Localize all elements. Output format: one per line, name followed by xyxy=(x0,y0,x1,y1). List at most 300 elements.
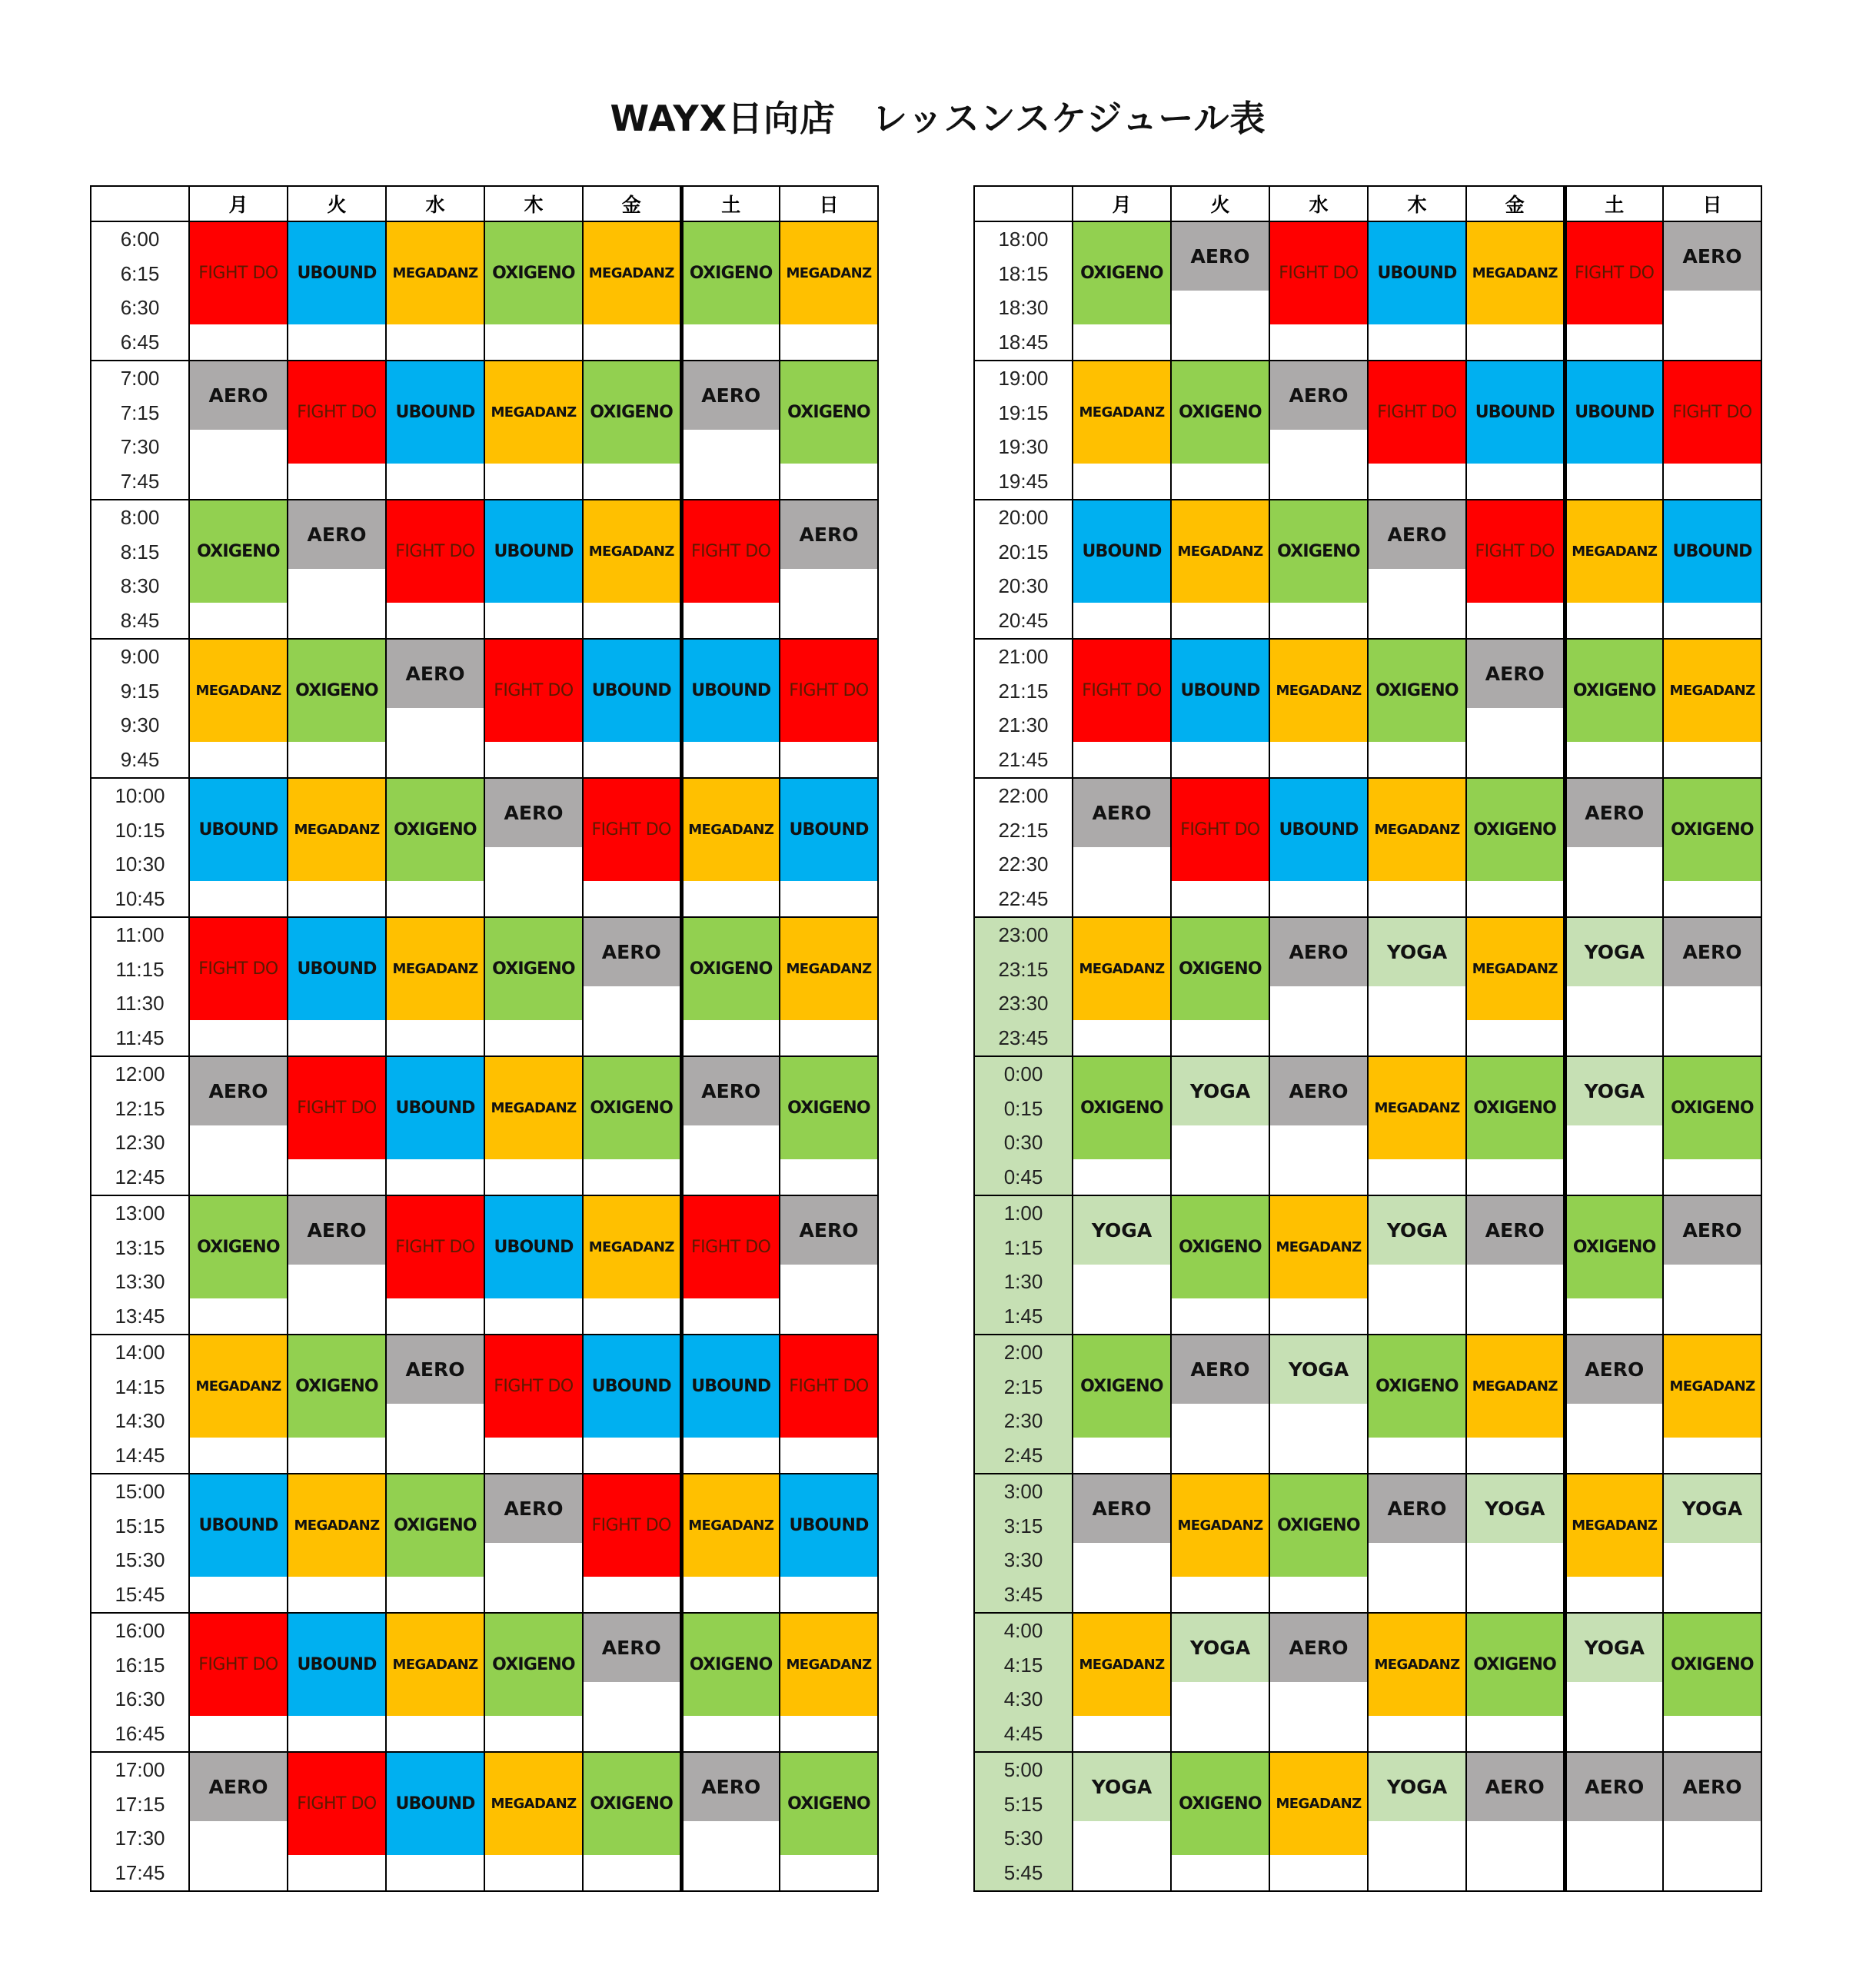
lesson-cell-sat xyxy=(681,639,780,778)
time-list xyxy=(91,1196,188,1334)
lesson-cell-thu xyxy=(484,500,583,639)
lesson-label: FIGHT DO xyxy=(780,1335,877,1438)
lesson-label: YOGA xyxy=(1369,1196,1465,1265)
time-block-row xyxy=(974,361,1761,500)
lesson-cell-wed xyxy=(386,1752,484,1891)
lesson-label: MEGADANZ xyxy=(1369,779,1465,881)
lesson-label: AERO xyxy=(288,1196,385,1265)
lesson-label: FIGHT DO xyxy=(288,361,385,464)
lesson-cell-sun xyxy=(780,1195,878,1335)
lesson-cell-sun xyxy=(780,1474,878,1613)
lesson-cell-sat xyxy=(681,1056,780,1195)
lesson-cell-fri xyxy=(583,1056,681,1195)
lesson-label: UBOUND xyxy=(485,500,582,603)
lesson-label: MEGADANZ xyxy=(584,222,680,324)
lesson-label: MEGADANZ xyxy=(1467,222,1563,324)
time-block-row xyxy=(974,1474,1761,1613)
lesson-cell-mon xyxy=(189,1474,288,1613)
lesson-label: FIGHT DO xyxy=(1567,222,1663,324)
lesson-cell-tue xyxy=(288,1056,386,1195)
time-label: 0:00 xyxy=(1003,1062,1043,1085)
lesson-label: FIGHT DO xyxy=(684,1196,780,1298)
time-label: 17:45 xyxy=(115,1861,165,1885)
lesson-label: YOGA xyxy=(1467,1474,1563,1543)
lesson-label: OXIGENO xyxy=(1567,640,1663,742)
lesson-cell-mon xyxy=(189,1056,288,1195)
lesson-label: MEGADANZ xyxy=(1467,918,1563,1020)
lesson-label: AERO xyxy=(485,1474,582,1543)
lesson-label: AERO xyxy=(684,361,780,430)
time-label: 4:15 xyxy=(1003,1653,1043,1677)
lesson-cell-mon xyxy=(189,1195,288,1335)
time-label: 2:15 xyxy=(1003,1375,1043,1398)
lesson-cell-sat xyxy=(1565,1335,1663,1474)
lesson-cell-fri xyxy=(1466,1195,1565,1335)
lesson-label: UBOUND xyxy=(584,640,680,742)
lesson-cell-sun xyxy=(780,778,878,917)
lesson-label: FIGHT DO xyxy=(1664,361,1761,464)
lesson-cell-mon xyxy=(1073,778,1171,917)
lesson-label: UBOUND xyxy=(288,222,385,324)
lesson-cell-fri xyxy=(583,1474,681,1613)
time-label: 5:00 xyxy=(1003,1757,1043,1781)
lesson-cell-wed xyxy=(1269,639,1368,778)
time-block-row xyxy=(974,639,1761,778)
time-label: 19:15 xyxy=(998,401,1049,424)
day-header-sun: 日 xyxy=(780,186,878,221)
lesson-label: MEGADANZ xyxy=(1664,640,1761,742)
lesson-label: AERO xyxy=(190,361,287,430)
time-block-row xyxy=(91,1752,878,1891)
lesson-label: UBOUND xyxy=(190,779,287,881)
lesson-cell-tue xyxy=(288,778,386,917)
lesson-cell-thu xyxy=(484,1474,583,1613)
lesson-label: AERO xyxy=(1567,1335,1663,1404)
time-label: 1:45 xyxy=(1003,1305,1043,1328)
lesson-label: OXIGENO xyxy=(288,1335,385,1438)
lesson-cell-fri xyxy=(583,1613,681,1752)
time-list xyxy=(975,1753,1072,1890)
lesson-label: MEGADANZ xyxy=(780,222,877,324)
lesson-label: AERO xyxy=(584,1614,680,1682)
lesson-cell-tue xyxy=(1171,639,1269,778)
lesson-label: FIGHT DO xyxy=(684,500,780,603)
lesson-label: MEGADANZ xyxy=(1369,1614,1465,1716)
time-block-row xyxy=(974,1056,1761,1195)
lesson-label: OXIGENO xyxy=(584,1753,680,1855)
lesson-label: UBOUND xyxy=(387,1753,484,1855)
lesson-cell-fri xyxy=(1466,639,1565,778)
lesson-label: OXIGENO xyxy=(780,1057,877,1159)
lesson-cell-wed xyxy=(1269,1195,1368,1335)
lesson-label: OXIGENO xyxy=(584,1057,680,1159)
lesson-cell-wed xyxy=(1269,778,1368,917)
lesson-cell-thu xyxy=(484,1056,583,1195)
time-label: 0:15 xyxy=(1003,1096,1043,1120)
time-label: 4:00 xyxy=(1003,1618,1043,1642)
time-cell xyxy=(91,778,189,917)
lesson-label: OXIGENO xyxy=(684,918,780,1020)
lesson-label: AERO xyxy=(387,640,484,708)
lesson-label: OXIGENO xyxy=(288,640,385,742)
lesson-cell-fri xyxy=(583,221,681,361)
lesson-cell-wed xyxy=(1269,1752,1368,1891)
lesson-label: FIGHT DO xyxy=(1073,640,1170,742)
lesson-label: OXIGENO xyxy=(1664,1057,1761,1159)
lesson-label: AERO xyxy=(387,1335,484,1404)
lesson-cell-fri xyxy=(1466,1752,1565,1891)
lesson-cell-mon xyxy=(1073,500,1171,639)
time-label: 22:00 xyxy=(998,783,1049,807)
lesson-cell-fri xyxy=(1466,361,1565,500)
lesson-cell-fri xyxy=(1466,1335,1565,1474)
time-label: 9:15 xyxy=(120,679,160,703)
lesson-cell-sun xyxy=(1663,1195,1761,1335)
lesson-label: MEGADANZ xyxy=(1664,1335,1761,1438)
time-label: 2:45 xyxy=(1003,1444,1043,1468)
lesson-label: AERO xyxy=(1073,779,1170,847)
lesson-label: UBOUND xyxy=(780,779,877,881)
lesson-cell-sat xyxy=(681,221,780,361)
time-block-row xyxy=(91,1613,878,1752)
lesson-cell-sun xyxy=(780,1752,878,1891)
time-label: 4:45 xyxy=(1003,1722,1043,1746)
lesson-label: MEGADANZ xyxy=(190,1335,287,1438)
lesson-label: OXIGENO xyxy=(485,918,582,1020)
lesson-cell-thu xyxy=(1368,917,1466,1056)
lesson-label: MEGADANZ xyxy=(288,1474,385,1577)
time-label: 12:15 xyxy=(115,1096,165,1120)
lesson-cell-wed xyxy=(386,778,484,917)
lesson-cell-sat xyxy=(1565,1613,1663,1752)
lesson-cell-fri xyxy=(1466,778,1565,917)
lesson-cell-tue xyxy=(288,361,386,500)
time-label: 18:45 xyxy=(998,331,1049,354)
lesson-label: OXIGENO xyxy=(190,1196,287,1298)
time-block-row xyxy=(91,1335,878,1474)
time-label: 9:45 xyxy=(120,748,160,772)
lesson-label: OXIGENO xyxy=(1369,640,1465,742)
lesson-label: UBOUND xyxy=(387,361,484,464)
lesson-cell-fri xyxy=(583,500,681,639)
time-cell xyxy=(974,917,1073,1056)
time-list xyxy=(975,779,1072,916)
lesson-cell-thu xyxy=(1368,1613,1466,1752)
lesson-label: MEGADANZ xyxy=(1172,500,1269,603)
lesson-label: FIGHT DO xyxy=(190,918,287,1020)
lesson-cell-thu xyxy=(1368,1752,1466,1891)
time-cell xyxy=(974,221,1073,361)
lesson-cell-sat xyxy=(1565,639,1663,778)
lesson-label: YOGA xyxy=(1172,1614,1269,1682)
lesson-label: OXIGENO xyxy=(1664,779,1761,881)
time-label: 18:15 xyxy=(998,261,1049,285)
time-list xyxy=(91,779,188,916)
lesson-label: OXIGENO xyxy=(1073,1335,1170,1438)
time-label: 15:30 xyxy=(115,1548,165,1572)
time-block-row xyxy=(91,1474,878,1613)
time-label: 5:15 xyxy=(1003,1792,1043,1816)
lesson-label: OXIGENO xyxy=(1172,918,1269,1020)
lesson-label: OXIGENO xyxy=(1467,1057,1563,1159)
day-header-mon: 月 xyxy=(189,186,288,221)
lesson-label: MEGADANZ xyxy=(1467,1335,1563,1438)
lesson-cell-mon xyxy=(1073,1195,1171,1335)
time-block-row xyxy=(974,778,1761,917)
lesson-cell-mon xyxy=(1073,1474,1171,1613)
time-label: 0:45 xyxy=(1003,1165,1043,1189)
time-label: 6:15 xyxy=(120,261,160,285)
time-cell xyxy=(91,1613,189,1752)
lesson-label: AERO xyxy=(1270,361,1367,430)
time-list xyxy=(975,918,1072,1055)
lesson-label: OXIGENO xyxy=(1567,1196,1663,1298)
time-list xyxy=(91,222,188,360)
time-cell xyxy=(91,500,189,639)
time-label: 17:00 xyxy=(115,1757,165,1781)
lesson-cell-tue xyxy=(288,917,386,1056)
lesson-cell-thu xyxy=(484,1752,583,1891)
time-block-row xyxy=(974,221,1761,361)
time-label: 12:45 xyxy=(115,1165,165,1189)
lesson-cell-sat xyxy=(1565,1474,1663,1613)
time-label: 8:30 xyxy=(120,574,160,598)
lesson-cell-sat xyxy=(681,1474,780,1613)
time-label: 2:30 xyxy=(1003,1409,1043,1433)
lesson-cell-mon xyxy=(1073,1752,1171,1891)
time-list xyxy=(975,361,1072,499)
time-label: 2:00 xyxy=(1003,1340,1043,1364)
lesson-cell-tue xyxy=(1171,1195,1269,1335)
lesson-cell-wed xyxy=(386,361,484,500)
lesson-cell-wed xyxy=(386,639,484,778)
lesson-cell-tue xyxy=(288,1335,386,1474)
lesson-cell-thu xyxy=(1368,639,1466,778)
lesson-label: AERO xyxy=(1073,1474,1170,1543)
lesson-label: UBOUND xyxy=(1567,361,1663,464)
time-label: 14:00 xyxy=(115,1340,165,1364)
lesson-cell-mon xyxy=(1073,639,1171,778)
lesson-label: UBOUND xyxy=(684,640,780,742)
lesson-label: MEGADANZ xyxy=(684,1474,780,1577)
time-label: 12:00 xyxy=(115,1062,165,1085)
time-label: 19:00 xyxy=(998,366,1049,390)
lesson-cell-wed xyxy=(1269,917,1368,1056)
lesson-cell-tue xyxy=(1171,917,1269,1056)
lesson-cell-tue xyxy=(288,500,386,639)
time-list xyxy=(91,640,188,777)
lesson-cell-sat xyxy=(681,1752,780,1891)
lesson-cell-fri xyxy=(583,1195,681,1335)
day-header-fri: 金 xyxy=(1466,186,1565,221)
lesson-cell-wed xyxy=(386,1195,484,1335)
lesson-cell-sat xyxy=(681,1195,780,1335)
time-label: 21:00 xyxy=(998,644,1049,668)
lesson-label: UBOUND xyxy=(1270,779,1367,881)
time-header xyxy=(91,186,189,221)
lesson-label: AERO xyxy=(1664,918,1761,986)
lesson-cell-wed xyxy=(1269,1613,1368,1752)
time-cell xyxy=(974,778,1073,917)
time-label: 8:00 xyxy=(120,505,160,529)
lesson-label: MEGADANZ xyxy=(1270,1196,1367,1298)
lesson-cell-mon xyxy=(189,1752,288,1891)
lesson-cell-thu xyxy=(1368,1056,1466,1195)
lesson-cell-sun xyxy=(780,361,878,500)
lesson-label: FIGHT DO xyxy=(1369,361,1465,464)
lesson-label: UBOUND xyxy=(1467,361,1563,464)
lesson-cell-wed xyxy=(1269,1335,1368,1474)
lesson-label: AERO xyxy=(288,500,385,569)
lesson-cell-sun xyxy=(1663,1752,1761,1891)
lesson-label: MEGADANZ xyxy=(1073,1614,1170,1716)
lesson-cell-fri xyxy=(583,361,681,500)
lesson-cell-mon xyxy=(1073,1056,1171,1195)
lesson-label: MEGADANZ xyxy=(387,1614,484,1716)
lesson-label: UBOUND xyxy=(485,1196,582,1298)
lesson-cell-wed xyxy=(386,917,484,1056)
lesson-cell-sun xyxy=(1663,361,1761,500)
lesson-label: MEGADANZ xyxy=(1073,918,1170,1020)
lesson-cell-tue xyxy=(1171,1752,1269,1891)
time-label: 7:15 xyxy=(120,401,160,424)
day-header-sat: 土 xyxy=(681,186,780,221)
lesson-cell-sat xyxy=(1565,1195,1663,1335)
lesson-cell-mon xyxy=(1073,1613,1171,1752)
lesson-label: UBOUND xyxy=(288,918,385,1020)
lesson-cell-thu xyxy=(484,639,583,778)
time-block-row xyxy=(974,917,1761,1056)
lesson-label: FIGHT DO xyxy=(485,1335,582,1438)
time-block-row xyxy=(91,221,878,361)
time-label: 11:30 xyxy=(115,992,165,1016)
time-label: 20:45 xyxy=(998,609,1049,633)
lesson-cell-sat xyxy=(681,1335,780,1474)
time-cell xyxy=(91,221,189,361)
lesson-cell-thu xyxy=(484,361,583,500)
time-cell xyxy=(91,1474,189,1613)
time-label: 16:15 xyxy=(115,1653,165,1677)
lesson-cell-tue xyxy=(288,1195,386,1335)
lesson-label: AERO xyxy=(780,1196,877,1265)
lesson-cell-sun xyxy=(1663,1335,1761,1474)
lesson-label: AERO xyxy=(1467,640,1563,708)
lesson-label: OXIGENO xyxy=(684,1614,780,1716)
lesson-label: AERO xyxy=(1172,1335,1269,1404)
header-row xyxy=(974,186,1761,221)
lesson-cell-wed xyxy=(1269,1474,1368,1613)
time-label: 9:00 xyxy=(120,644,160,668)
lesson-cell-wed xyxy=(386,1335,484,1474)
day-header-sat: 土 xyxy=(1565,186,1663,221)
time-block-row xyxy=(91,1056,878,1195)
time-label: 20:00 xyxy=(998,505,1049,529)
lesson-cell-sat xyxy=(681,500,780,639)
lesson-cell-mon xyxy=(189,361,288,500)
lesson-cell-wed xyxy=(386,1613,484,1752)
lesson-cell-wed xyxy=(386,1056,484,1195)
lesson-label: MEGADANZ xyxy=(485,361,582,464)
lesson-label: OXIGENO xyxy=(1369,1335,1465,1438)
lesson-cell-sun xyxy=(1663,1474,1761,1613)
lesson-cell-mon xyxy=(1073,221,1171,361)
lesson-label: YOGA xyxy=(1664,1474,1761,1543)
lesson-cell-sun xyxy=(1663,1056,1761,1195)
lesson-label: UBOUND xyxy=(1073,500,1170,603)
time-label: 11:15 xyxy=(115,957,165,981)
time-label: 3:00 xyxy=(1003,1479,1043,1503)
time-cell xyxy=(974,1195,1073,1335)
lesson-cell-wed xyxy=(386,500,484,639)
time-label: 15:45 xyxy=(115,1583,165,1607)
time-label: 14:15 xyxy=(115,1375,165,1398)
lesson-label: AERO xyxy=(1664,1196,1761,1265)
lesson-label: AERO xyxy=(1567,1753,1663,1821)
lesson-cell-mon xyxy=(189,1335,288,1474)
lesson-label: MEGADANZ xyxy=(1567,500,1663,603)
lesson-cell-tue xyxy=(1171,361,1269,500)
lesson-label: OXIGENO xyxy=(1270,500,1367,603)
lesson-cell-tue xyxy=(1171,1335,1269,1474)
lesson-label: OXIGENO xyxy=(190,500,287,603)
time-label: 19:30 xyxy=(998,435,1049,459)
time-label: 4:30 xyxy=(1003,1687,1043,1711)
time-block-row xyxy=(91,1195,878,1335)
time-list xyxy=(91,1753,188,1890)
time-list xyxy=(91,1335,188,1473)
lesson-cell-sat xyxy=(1565,778,1663,917)
day-header-tue: 火 xyxy=(288,186,386,221)
time-label: 8:15 xyxy=(120,540,160,563)
time-label: 7:00 xyxy=(120,366,160,390)
lesson-cell-sun xyxy=(780,1335,878,1474)
time-cell xyxy=(91,1056,189,1195)
time-cell xyxy=(91,1752,189,1891)
time-label: 20:30 xyxy=(998,574,1049,598)
lesson-label: YOGA xyxy=(1270,1335,1367,1404)
lesson-cell-fri xyxy=(583,1335,681,1474)
time-label: 22:45 xyxy=(998,887,1049,911)
time-cell xyxy=(974,1474,1073,1613)
time-cell xyxy=(974,500,1073,639)
lesson-label: FIGHT DO xyxy=(190,222,287,324)
lesson-label: UBOUND xyxy=(288,1614,385,1716)
lesson-label: AERO xyxy=(1664,1753,1761,1821)
time-header xyxy=(974,186,1073,221)
time-label: 10:45 xyxy=(115,887,165,911)
time-label: 3:15 xyxy=(1003,1514,1043,1538)
time-cell xyxy=(91,1335,189,1474)
time-block-row xyxy=(974,500,1761,639)
lesson-label: OXIGENO xyxy=(1467,779,1563,881)
time-label: 22:15 xyxy=(998,818,1049,842)
day-header-wed: 水 xyxy=(386,186,484,221)
day-header-sun: 日 xyxy=(1663,186,1761,221)
lesson-label: FIGHT DO xyxy=(288,1057,385,1159)
lesson-label: AERO xyxy=(1664,222,1761,291)
day-header-mon: 月 xyxy=(1073,186,1171,221)
lesson-cell-mon xyxy=(1073,361,1171,500)
lesson-cell-mon xyxy=(189,639,288,778)
lesson-label: AERO xyxy=(584,918,680,986)
day-header-thu: 木 xyxy=(484,186,583,221)
lesson-label: MEGADANZ xyxy=(780,1614,877,1716)
time-label: 20:15 xyxy=(998,540,1049,563)
lesson-cell-sun xyxy=(780,221,878,361)
time-label: 11:00 xyxy=(115,922,165,946)
time-cell xyxy=(974,361,1073,500)
time-label: 10:30 xyxy=(115,853,165,876)
